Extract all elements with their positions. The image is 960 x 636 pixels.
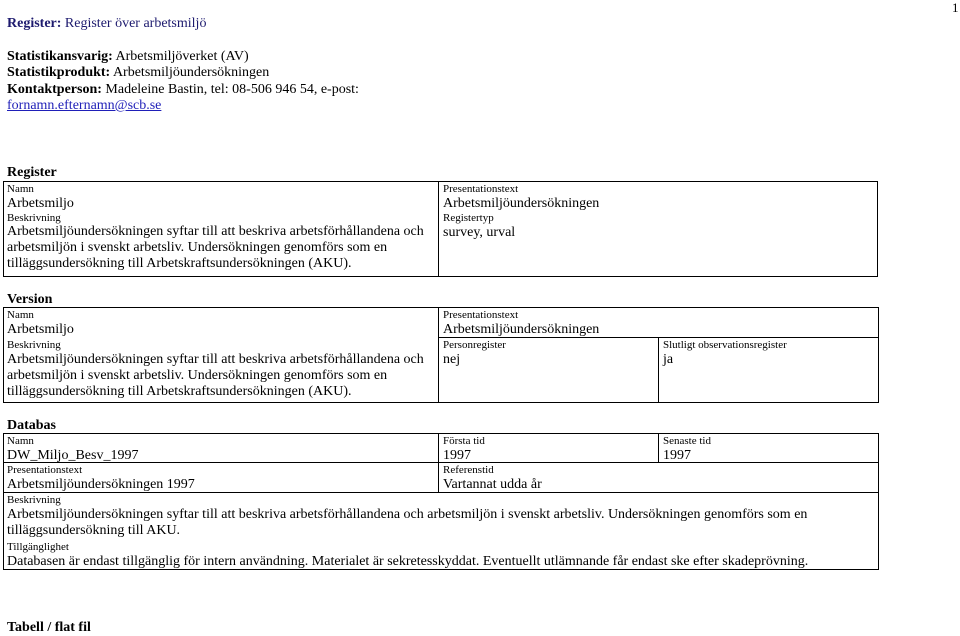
statistikansvarig-value: Arbetsmiljöverket (AV) (112, 48, 249, 64)
databas-tillganglighet-value: Databasen är endast tillgänglig för intern användning. Materialet är sekretesskyddat. Eventuellt utlämnande får endast ske efter skadeprövning. (7, 554, 809, 569)
register-label: Register: (7, 16, 62, 31)
version-slutligt-value: ja (663, 352, 674, 367)
page-title (7, 16, 427, 33)
kontaktperson-label: Kontaktperson: (7, 81, 102, 97)
page-number: 1 (952, 0, 959, 15)
statistikprodukt-label: Statistikprodukt: (7, 65, 111, 80)
databas-beskrivning-value: Arbetsmiljöundersökningen syftar till att beskriva arbetsförhållandena och arbetsmiljön i svenskt arbetsliv. Undersökningen genomförs som en tilläggsundersökning till AKU. (7, 507, 808, 538)
version-divider-1 (438, 307, 439, 403)
register-registertyp-label: Registertyp (443, 212, 494, 224)
version-section-title: Version (7, 292, 53, 307)
statistikprodukt-value: Arbetsmiljöundersökningen (110, 65, 270, 80)
version-beskrivning-value: Arbetsmiljöundersökningen syftar till att beskriva arbetsförhållandena och arbetsmiljön i svenskt arbetsliv. Undersökningen genomförs som en tilläggsundersökning till Arbetskraftsundersökningen (AKU). (7, 352, 424, 399)
register-presentationstext-label: Presentationstext (443, 183, 519, 195)
statistikansvarig-line (7, 49, 427, 66)
databas-namn-value: DW_Miljo_Besv_1997 (7, 448, 139, 463)
tabell-section-title: Tabell / flat fil (7, 620, 91, 635)
kontaktperson-line (7, 82, 427, 99)
version-presentationstext-label: Presentationstext (443, 309, 519, 321)
email-link[interactable]: fornamn.efternamn@scb.se (7, 98, 162, 113)
register-registertyp-value: survey, urval (443, 225, 516, 240)
databas-divider-2 (658, 433, 659, 463)
email-line (7, 98, 427, 115)
register-namn-label: Namn (7, 183, 34, 195)
document-header (7, 16, 427, 115)
databas-beskrivning-label: Beskrivning (7, 494, 61, 506)
statistikansvarig-label: Statistikansvarig: (7, 48, 113, 64)
statistikprodukt-line (7, 65, 427, 82)
version-slutligt-label: Slutligt observationsregister (663, 339, 787, 351)
version-presentationstext-value: Arbetsmiljöundersökningen (443, 322, 600, 337)
register-beskrivning-label: Beskrivning (7, 212, 61, 224)
version-personregister-label: Personregister (443, 339, 506, 351)
databas-senaste-tid-label: Senaste tid (663, 435, 711, 447)
databas-forsta-tid-label: Första tid (443, 435, 485, 447)
version-namn-label: Namn (7, 309, 34, 321)
register-section-title: Register (7, 165, 57, 180)
databas-section-title: Databas (7, 418, 57, 433)
version-divider-2 (658, 337, 659, 403)
version-beskrivning-label: Beskrivning (7, 339, 61, 351)
register-title: Register över arbetsmiljö (61, 16, 207, 31)
databas-referenstid-label: Referenstid (443, 464, 494, 476)
databas-forsta-tid-value: 1997 (443, 448, 471, 463)
databas-namn-label: Namn (7, 435, 34, 447)
register-namn-value: Arbetsmiljo (7, 196, 74, 211)
databas-senaste-tid-value: 1997 (663, 448, 691, 463)
register-presentationstext-value: Arbetsmiljöundersökningen (443, 196, 600, 211)
databas-referenstid-value: Vartannat udda år (443, 477, 542, 492)
databas-presentationstext-label: Presentationstext (7, 464, 83, 476)
databas-divider-1 (438, 433, 439, 493)
kontaktperson-value: Madeleine Bastin, tel: 08-506 946 54, e-post: (101, 81, 359, 97)
databas-presentationstext-value: Arbetsmiljöundersökningen 1997 (7, 477, 195, 492)
register-beskrivning-value: Arbetsmiljöundersökningen syftar till att beskriva arbetsförhållandena och arbetsmiljön i svenskt arbetsliv. Undersökningen genomförs som en tilläggsundersökning till Arbetskraftsundersökningen (AKU). (7, 224, 424, 271)
version-personregister-value: nej (443, 352, 461, 367)
databas-tillganglighet-label: Tillgänglighet (7, 541, 69, 553)
version-namn-value: Arbetsmiljo (7, 322, 74, 337)
